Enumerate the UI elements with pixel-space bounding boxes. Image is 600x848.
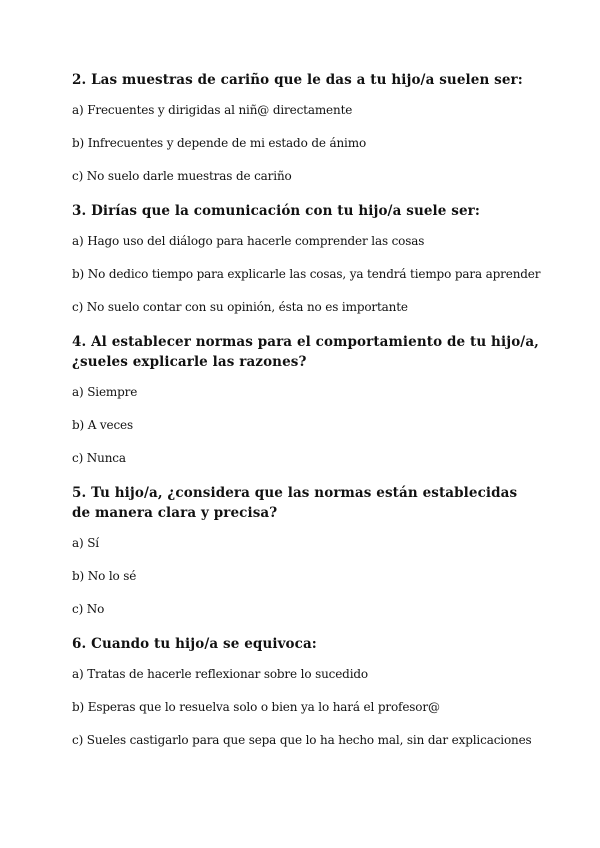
answer-option: a) Hago uso del diálogo para hacerle comprender las cosas [72, 234, 425, 248]
answer-option: a) Frecuentes y dirigidas al niñ@ directamente [72, 103, 353, 117]
answer-option: c) No suelo darle muestras de cariño [72, 169, 292, 183]
answer-option: c) Nunca [72, 451, 126, 465]
question-6 [72, 634, 540, 748]
answer-option: b) A veces [72, 418, 134, 432]
question-3 [72, 201, 540, 315]
question-2 [72, 70, 540, 184]
question-5 [72, 483, 540, 617]
question-title: 3. Dirías que la comunicación con tu hijo/a suele ser: [72, 203, 480, 219]
answer-option: c) No [72, 602, 105, 616]
question-title: 5. Tu hijo/a, ¿considera que las normas están establecidas de manera clara y precisa? [72, 485, 518, 521]
question-title: 2. Las muestras de cariño que le das a tu hijo/a suelen ser: [72, 72, 523, 88]
answer-option: a) Sí [72, 536, 99, 550]
question-title: 6. Cuando tu hijo/a se equivoca: [72, 636, 317, 652]
answer-option: c) No suelo contar con su opinión, ésta no es importante [72, 300, 408, 314]
answer-option: c) Sueles castigarlo para que sepa que lo ha hecho mal, sin dar explicaciones [72, 733, 532, 747]
question-4 [72, 332, 540, 466]
question-title: 4. Al establecer normas para el comportamiento de tu hijo/a, ¿sueles explicarle las razones? [72, 334, 539, 370]
answer-option: b) No dedico tiempo para explicarle las cosas, ya tendrá tiempo para aprender [72, 267, 541, 281]
answer-option: b) Esperas que lo resuelva solo o bien ya lo hará el profesor@ [72, 700, 440, 714]
answer-option: a) Tratas de hacerle reflexionar sobre lo sucedido [72, 667, 368, 681]
answer-option: b) No lo sé [72, 569, 137, 583]
answer-option: b) Infrecuentes y depende de mi estado de ánimo [72, 136, 367, 150]
answer-option: a) Siempre [72, 385, 138, 399]
